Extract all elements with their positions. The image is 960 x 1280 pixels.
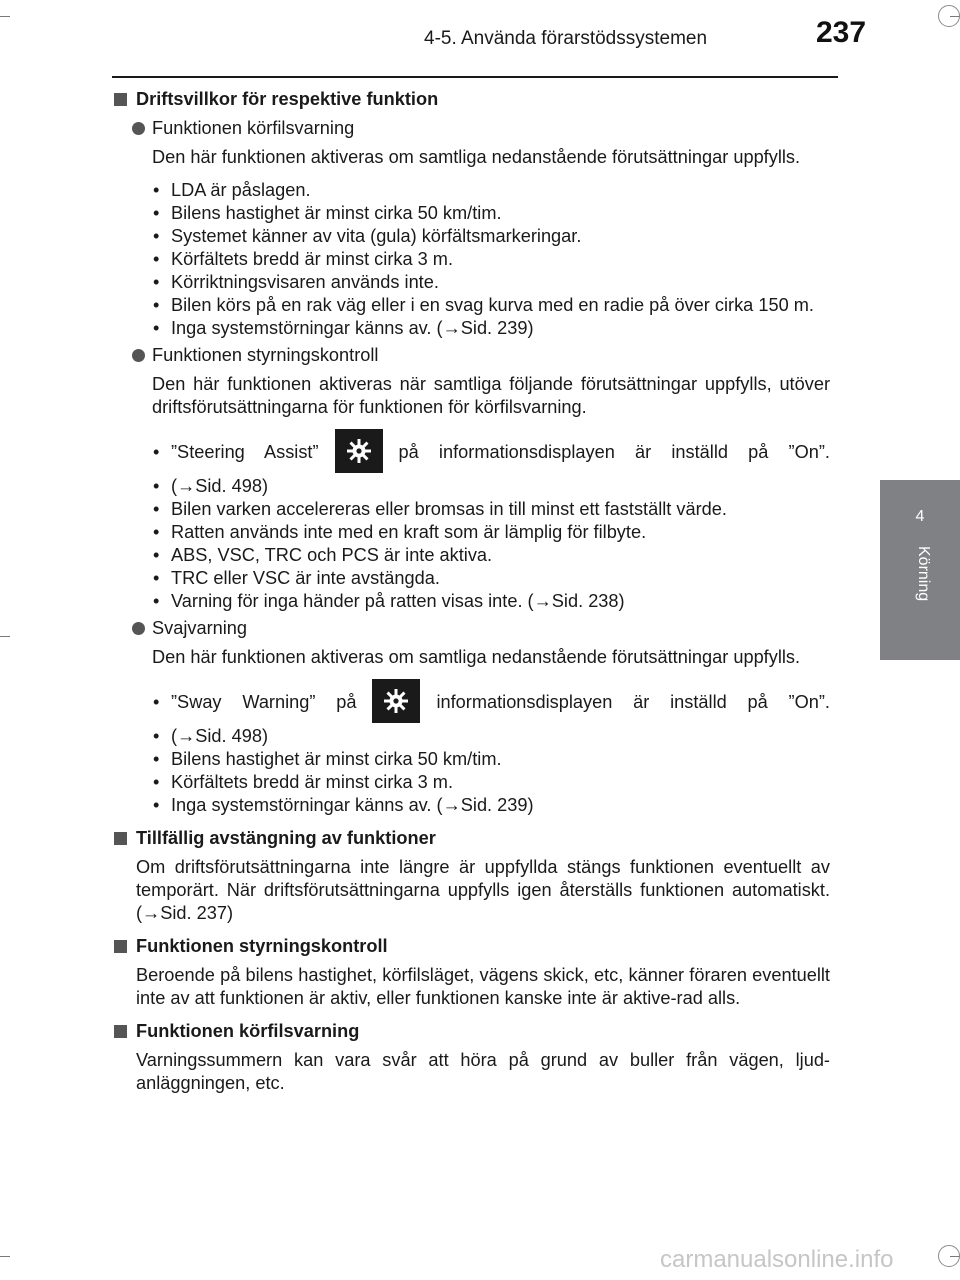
header-rule [112,76,838,78]
list-item: • Bilen varken accelereras eller bromsas in till minst ett fastställt värde. [152,498,830,521]
setting-description: informationsdisplayen är inställd på ”On”. [436,692,830,713]
list-item-continuation [152,475,830,498]
list-item: • Körfältets bredd är minst cirka 3 m. [152,248,830,271]
list-item: • TRC eller VSC är inte avstängda. [152,567,830,590]
page-reference: (→Sid. 498) [171,476,269,497]
subsection-heading: Funktionen styrningskontroll [114,344,830,367]
paragraph: Om driftsförutsättningarna inte längre är uppfyllda stängs funktionen eventuellt av temporärt. När driftsförutsättningarna uppfylls igen återställs funktionen automatiskt. (→Sid. 237) [136,857,830,924]
chapter-number: 4 [915,508,925,525]
condition-list [152,179,830,340]
crop-mark [0,16,10,17]
section-heading: Driftsvillkor för respektive funktion [114,88,830,111]
crop-mark [0,1256,10,1257]
setting-description: på informationsdisplayen är inställd på ”On”. [398,442,830,462]
section-heading: Tillfällig avstängning av funktioner [114,827,830,850]
list-item [152,679,830,725]
watermark: carmanualsonline.info [660,1246,894,1273]
list-item: • Varning för inga händer på ratten visas inte. (→Sid. 238) [152,590,830,613]
page-reference: (→Sid. 498) [171,726,269,747]
settings-gear-icon [372,679,420,723]
setting-name: ”Sway Warning” på [171,692,357,713]
crop-mark [0,636,10,637]
registration-mark [938,5,960,27]
section-header: 4-5. Använda förarstödssystemen [424,28,708,49]
page-number: 237 [816,16,867,49]
list-item: • ABS, VSC, TRC och PCS är inte aktiva. [152,544,830,567]
list-item: • Bilens hastighet är minst cirka 50 km/tim. [152,202,830,225]
paragraph: Varningssummern kan vara svår att höra på grund av buller från vägen, ljud-anläggningen, etc. [136,1050,830,1094]
condition-list [152,679,830,817]
list-item: • Inga systemstörningar känns av. (→Sid. 239) [152,794,830,817]
list-item: • Bilens hastighet är minst cirka 50 km/tim. [152,748,830,771]
chapter-label: Körning [915,546,932,602]
list-item: • Körriktningsvisaren används inte. [152,271,830,294]
page-content [114,88,830,1105]
list-item: • Körfältets bredd är minst cirka 3 m. [152,771,830,794]
list-item: • Systemet känner av vita (gula) körfältsmarkeringar. [152,225,830,248]
condition-list [152,429,830,613]
setting-name: ”Steering Assist” [171,442,319,462]
list-item: • Inga systemstörningar känns av. (→Sid. 239) [152,317,830,340]
subsection-heading: Funktionen körfilsvarning [114,117,830,140]
registration-mark [938,1245,960,1267]
list-item: • Ratten används inte med en kraft som är lämplig för filbyte. [152,521,830,544]
list-item [152,429,830,475]
list-item: • LDA är påslagen. [152,179,830,202]
subsection-heading: Svajvarning [114,617,830,640]
section-heading: Funktionen styrningskontroll [114,935,830,958]
chapter-tab [880,480,960,660]
section-heading: Funktionen körfilsvarning [114,1020,830,1043]
paragraph: Den här funktionen aktiveras om samtliga nedanstående förutsättningar uppfylls. [152,647,801,668]
list-item: • Bilen körs på en rak väg eller i en svag kurva med en radie på över cirka 150 m. [152,294,830,317]
list-item-continuation [152,725,830,748]
paragraph: Beroende på bilens hastighet, körfilsläget, vägens skick, etc, känner föraren eventuellt inte av att funktionen är aktiv, eller funktionen kanske inte är aktive-rad alls. [136,965,830,1009]
settings-gear-icon [335,429,383,473]
paragraph: Den här funktionen aktiveras när samtliga följande förutsättningar uppfylls, utöver driftsförutsättningarna för funktionen för körfilsvarning. [152,374,830,417]
paragraph: Den här funktionen aktiveras om samtliga nedanstående förutsättningar uppfylls. [152,147,801,167]
